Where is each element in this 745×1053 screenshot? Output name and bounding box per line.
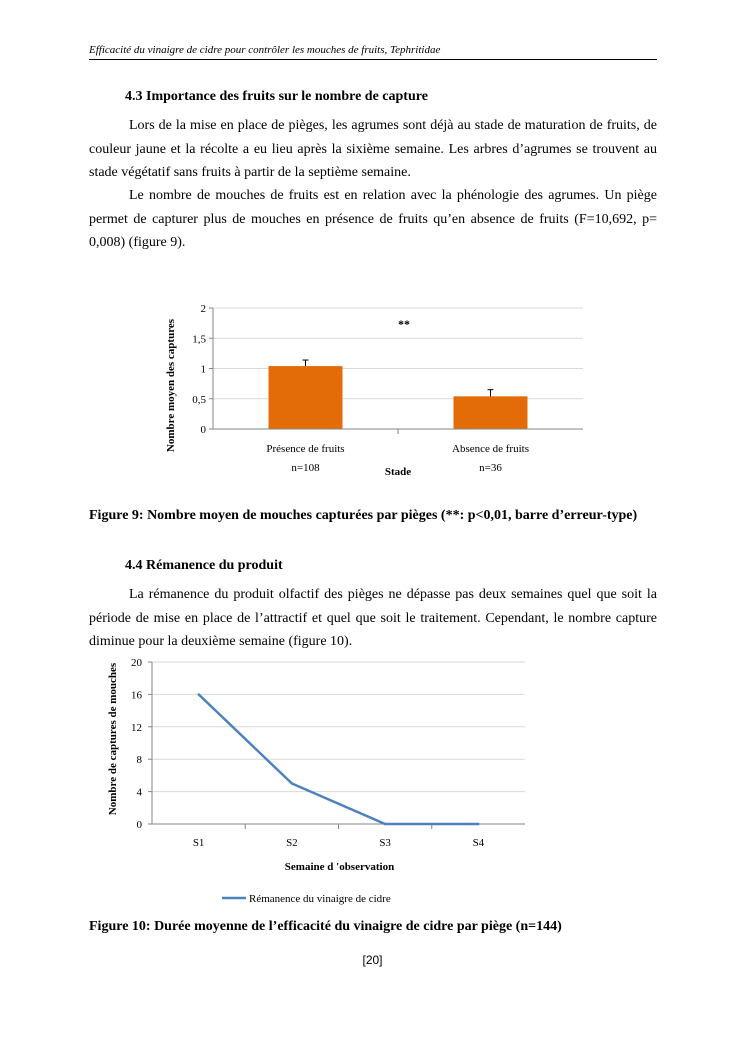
legend-label: Rémanence du vinaigre de cidre	[249, 893, 391, 905]
section-heading-4-4: 4.4 Rémanence du produit	[125, 558, 283, 573]
significance-marker: **	[398, 317, 410, 331]
y-tick-label: 20	[131, 657, 142, 669]
y-tick-label: 2	[200, 303, 206, 315]
data-point	[477, 823, 479, 825]
y-tick-label: 4	[136, 786, 142, 799]
x-axis-title: Stade	[384, 466, 412, 478]
paragraph-phenology	[89, 184, 657, 255]
data-point	[384, 823, 386, 825]
y-tick-label: 12	[131, 721, 142, 734]
x-category-label: S3	[379, 837, 391, 849]
y-tick-label: 0,5	[192, 393, 206, 406]
x-category-label: S4	[472, 837, 485, 849]
figure-10-caption: Figure 10: Durée moyenne de l’efficacité du vinaigre de cidre par piège (n=144)	[89, 919, 562, 934]
figure-9-bar-chart	[150, 295, 600, 485]
paragraph-text: Le nombre de mouches de fruits est en relation avec la phénologie des agrumes. Un piège permet de capturer plus de mouches en présence de fruits qu’en absence de fruits (F=10,692, p= 0,008) (figure 9).	[89, 188, 657, 250]
page-number: [20]	[362, 953, 383, 967]
data-point	[197, 693, 199, 695]
x-category-label: Absence de fruits	[452, 443, 529, 455]
y-axis-title: Nombre de captures de mouches	[107, 662, 119, 816]
figure-9-caption: Figure 9: Nombre moyen de mouches capturées par pièges (**: p<0,01, barre d’erreur-type)	[89, 508, 638, 523]
sample-size-label: n=36	[479, 462, 502, 474]
running-header: Efficacité du vinaigre de cidre pour contrôler les mouches de fruits, Tephritidae	[89, 44, 657, 60]
figure-10-line-chart	[100, 650, 550, 910]
paragraph-fruit-maturation	[89, 114, 657, 185]
section-heading-4-3: 4.3 Importance des fruits sur le nombre de capture	[125, 89, 428, 104]
x-category-label: S2	[286, 837, 298, 849]
y-tick-label: 1,5	[192, 333, 206, 346]
sample-size-label: n=108	[291, 462, 320, 474]
bar-2	[454, 396, 528, 429]
y-tick-label: 1	[200, 363, 206, 376]
y-tick-label: 0	[136, 819, 142, 831]
y-tick-label: 8	[136, 754, 142, 767]
y-tick-label: 16	[131, 689, 142, 702]
y-tick-label: 0	[200, 424, 206, 436]
x-category-label: Présence de fruits	[266, 443, 345, 455]
paragraph-text: La rémanence du produit olfactif des pièges ne dépasse pas deux semaines quel que soit la période de mise en place de l’attractif et quel que soit le traitement. Cependant, le nombre capture diminue pour la deuxième semaine (figure 10).	[89, 587, 657, 649]
paragraph-text: Lors de la mise en place de pièges, les agrumes sont déjà au stade de maturation de fruits, de couleur jaune et la récolte a eu lieu après la sixième semaine. Les arbres d’agrumes se trouvent au stade végétatif sans fruits à partir de la septième semaine.	[89, 118, 657, 180]
paragraph-remanence	[89, 583, 657, 654]
x-axis-title: Semaine d 'observation	[284, 861, 395, 873]
bar-1	[269, 366, 343, 429]
data-point	[291, 782, 293, 784]
y-axis-title: Nombre moyen des captures	[165, 318, 177, 453]
x-category-label: S1	[192, 837, 205, 849]
